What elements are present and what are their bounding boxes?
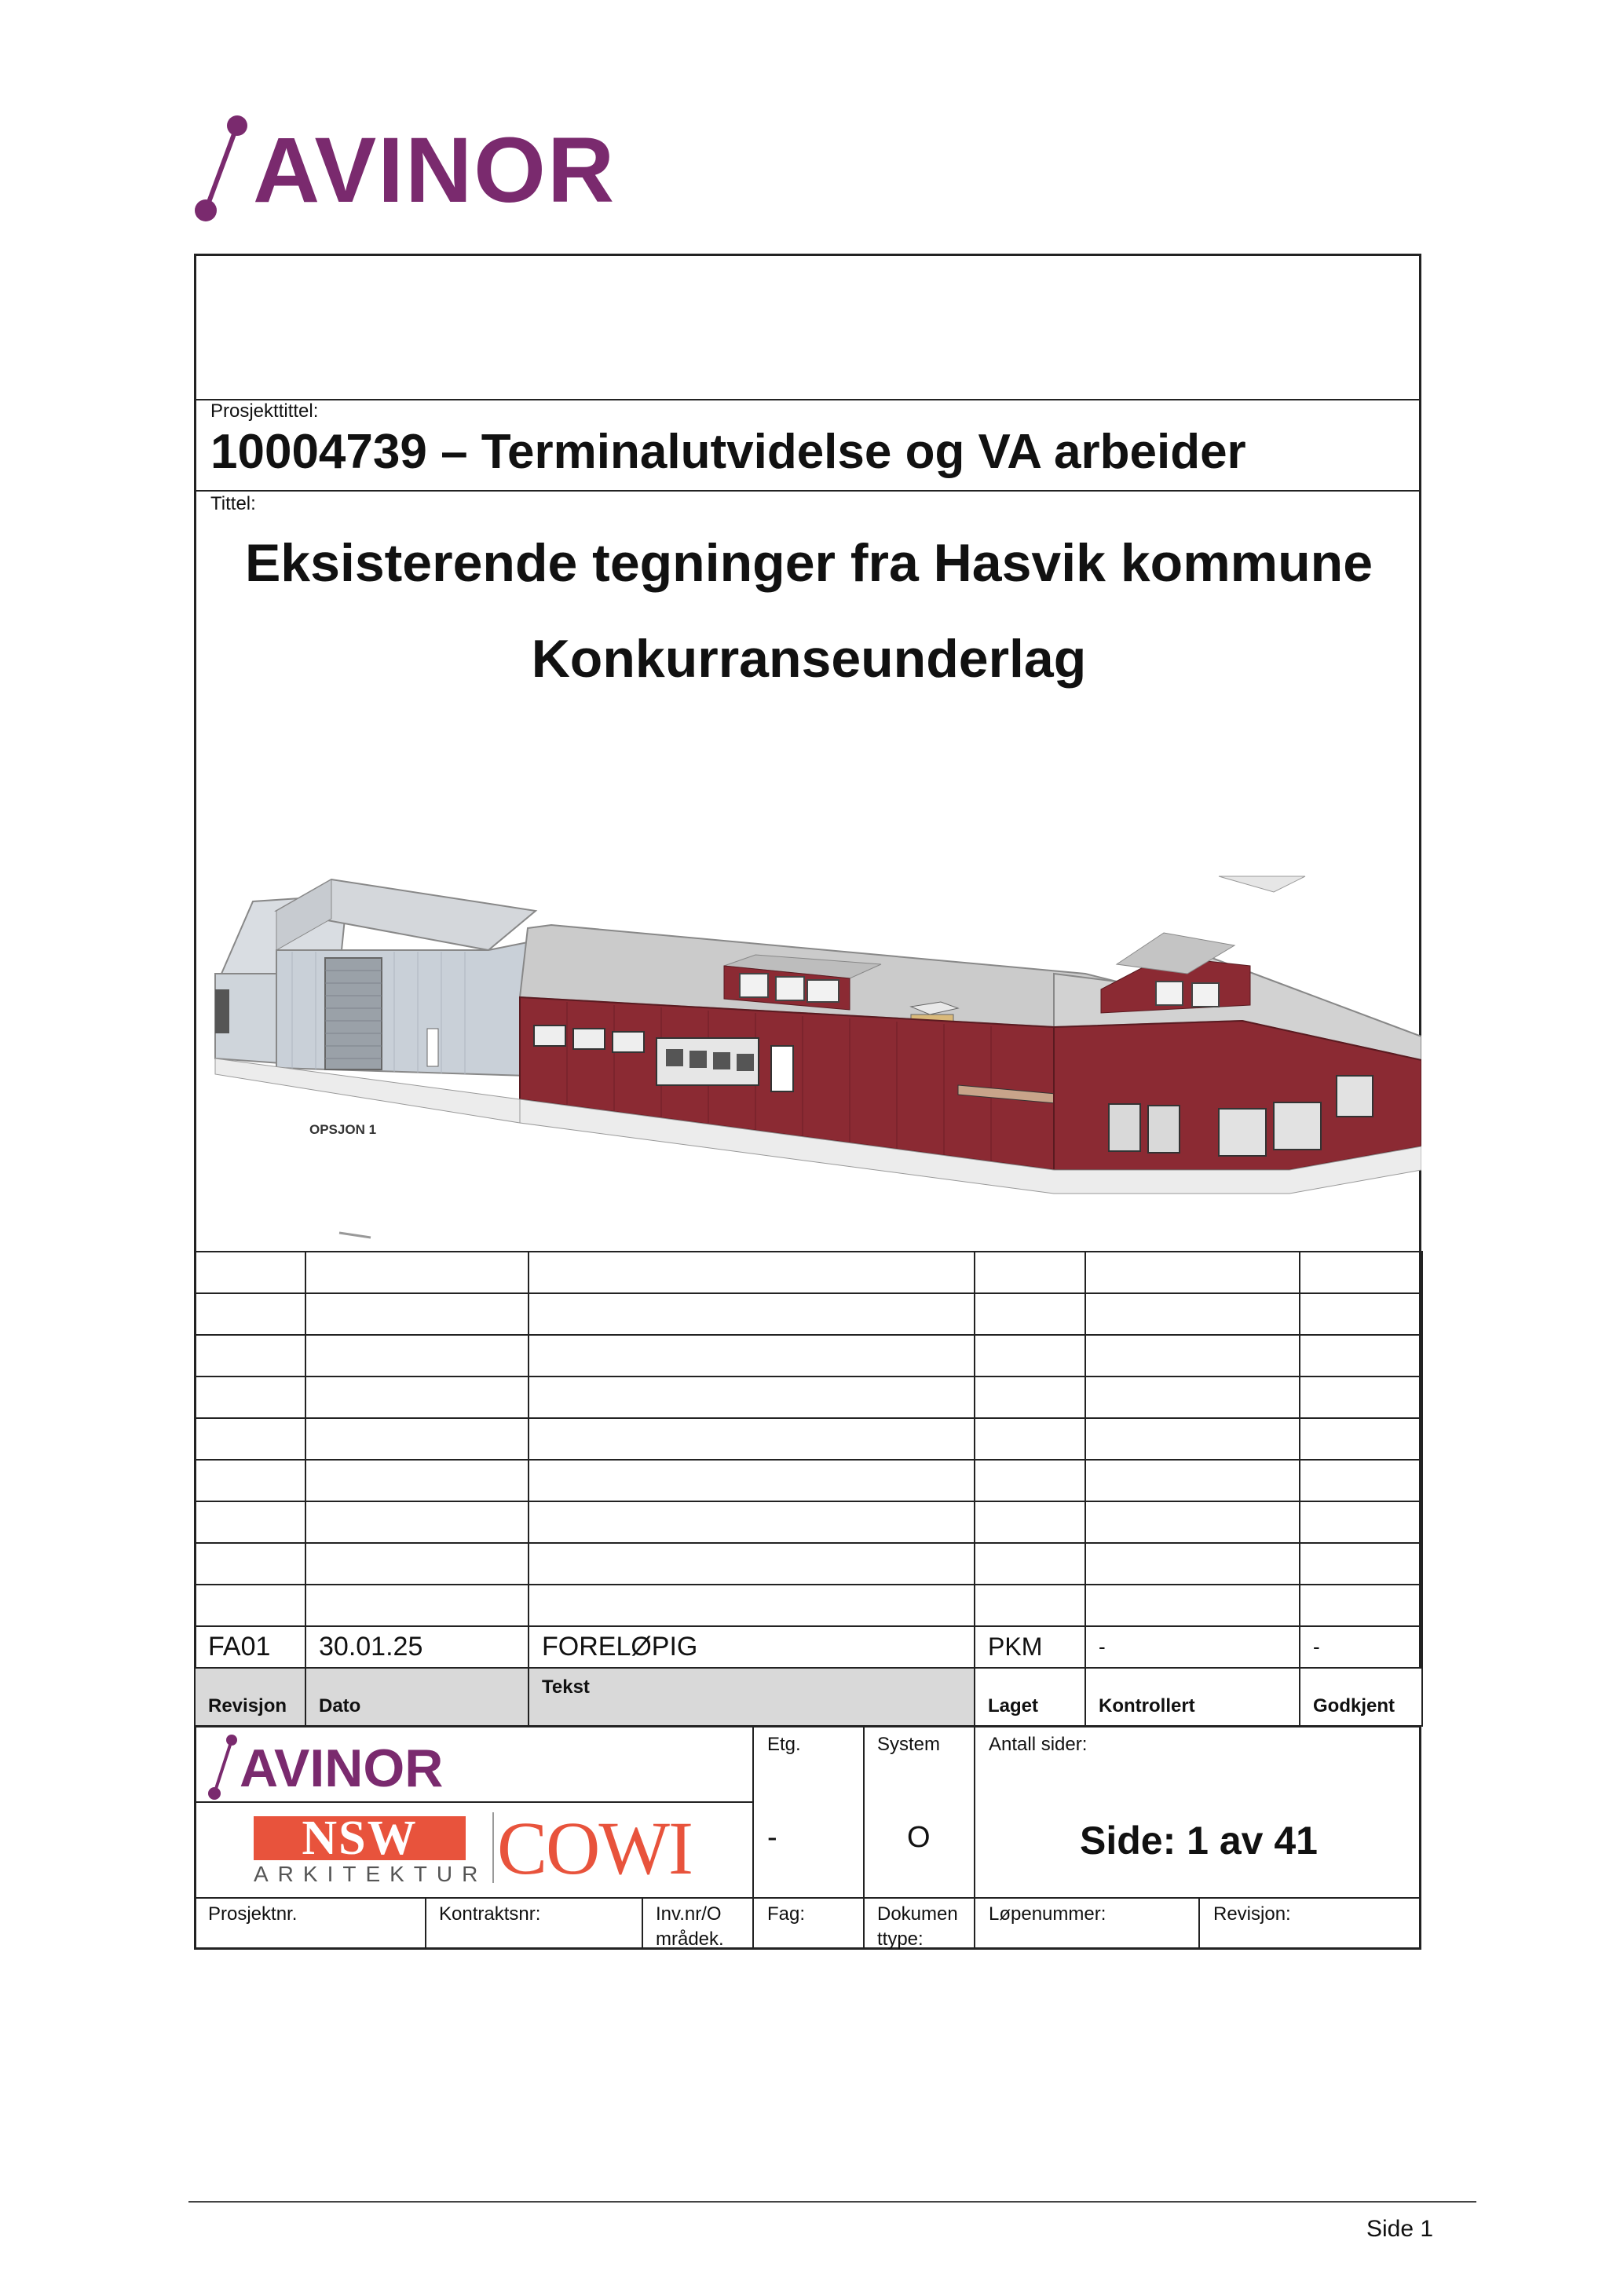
header-revisjon: Revisjon (195, 1668, 305, 1726)
revision-label: Revisjon: (1213, 1903, 1291, 1925)
table-row (195, 1460, 1422, 1501)
header-kontrollert: Kontrollert (1085, 1668, 1300, 1726)
table-row (195, 1252, 1422, 1293)
project-number-label: Prosjektnr. (208, 1903, 298, 1925)
table-row (195, 1585, 1422, 1626)
made-by-value: PKM (975, 1626, 1085, 1668)
approved-value: - (1300, 1626, 1422, 1668)
footer-rule (188, 2201, 1476, 2203)
checked-value: - (1085, 1626, 1300, 1668)
revision-header-row (195, 1668, 1422, 1726)
avinor-logo (192, 110, 616, 228)
project-title-label: Prosjekttittel: (210, 400, 319, 422)
divider (196, 399, 1419, 400)
building-illustration (206, 864, 1421, 1241)
contract-number-label: Kontraktsnr: (439, 1903, 541, 1925)
table-row (195, 1377, 1422, 1418)
revision-value: FA01 (195, 1626, 305, 1668)
avinor-mark-icon (192, 110, 254, 228)
sequence-number-label: Løpenummer: (989, 1903, 1106, 1925)
nsw-wordmark: NSW (254, 1816, 466, 1860)
document-title: Eksisterende tegninger fra Hasvik kommune (244, 533, 1373, 593)
system-value: O (907, 1821, 931, 1854)
nsw-arkitektur-logo (254, 1812, 488, 1887)
table-row (195, 1543, 1422, 1585)
divider (196, 490, 1419, 492)
avinor-logo-small (205, 1732, 488, 1803)
arkitektur-wordmark: ARKITEKTUR (254, 1862, 488, 1886)
title-label: Tittel: (210, 493, 256, 514)
table-row (195, 1501, 1422, 1543)
page-number: Side 1 (1366, 2216, 1434, 2242)
document-type-label: Dokumen ttype: (877, 1903, 958, 1950)
discipline-label: Fag: (767, 1903, 806, 1925)
avinor-mark-icon (205, 1732, 240, 1803)
avinor-wordmark: AVINOR (240, 1738, 444, 1798)
table-row (195, 1293, 1422, 1335)
table-row (195, 1335, 1422, 1377)
system-label: System (877, 1734, 941, 1755)
revision-row (195, 1626, 1422, 1668)
header-dato: Dato (305, 1668, 529, 1726)
cowi-logo: COWI (497, 1806, 692, 1890)
avinor-wordmark: AVINOR (253, 119, 616, 222)
document-subtitle: Konkurranseunderlag (531, 629, 1087, 689)
project-title: 10004739 – Terminalutvidelse og VA arbeider (210, 425, 1246, 479)
page-count-value: Side: 1 av 41 (1080, 1819, 1318, 1863)
table-row (195, 1418, 1422, 1460)
inventory-area-label: Inv.nr/O mrådek. (656, 1903, 724, 1950)
etg-value: - (767, 1821, 777, 1854)
title-block-footer (194, 1726, 1421, 1950)
revision-table (194, 1251, 1423, 1727)
header-tekst: Tekst (529, 1668, 975, 1726)
header-godkjent: Godkjent (1300, 1668, 1422, 1726)
header-laget: Laget (975, 1668, 1085, 1726)
opsjon-caption: OPSJON 1 (309, 1122, 377, 1137)
text-value: FORELØPIG (529, 1626, 975, 1668)
date-value: 30.01.25 (305, 1626, 529, 1668)
etg-label: Etg. (767, 1734, 801, 1755)
page-count-label: Antall sider: (989, 1734, 1088, 1755)
